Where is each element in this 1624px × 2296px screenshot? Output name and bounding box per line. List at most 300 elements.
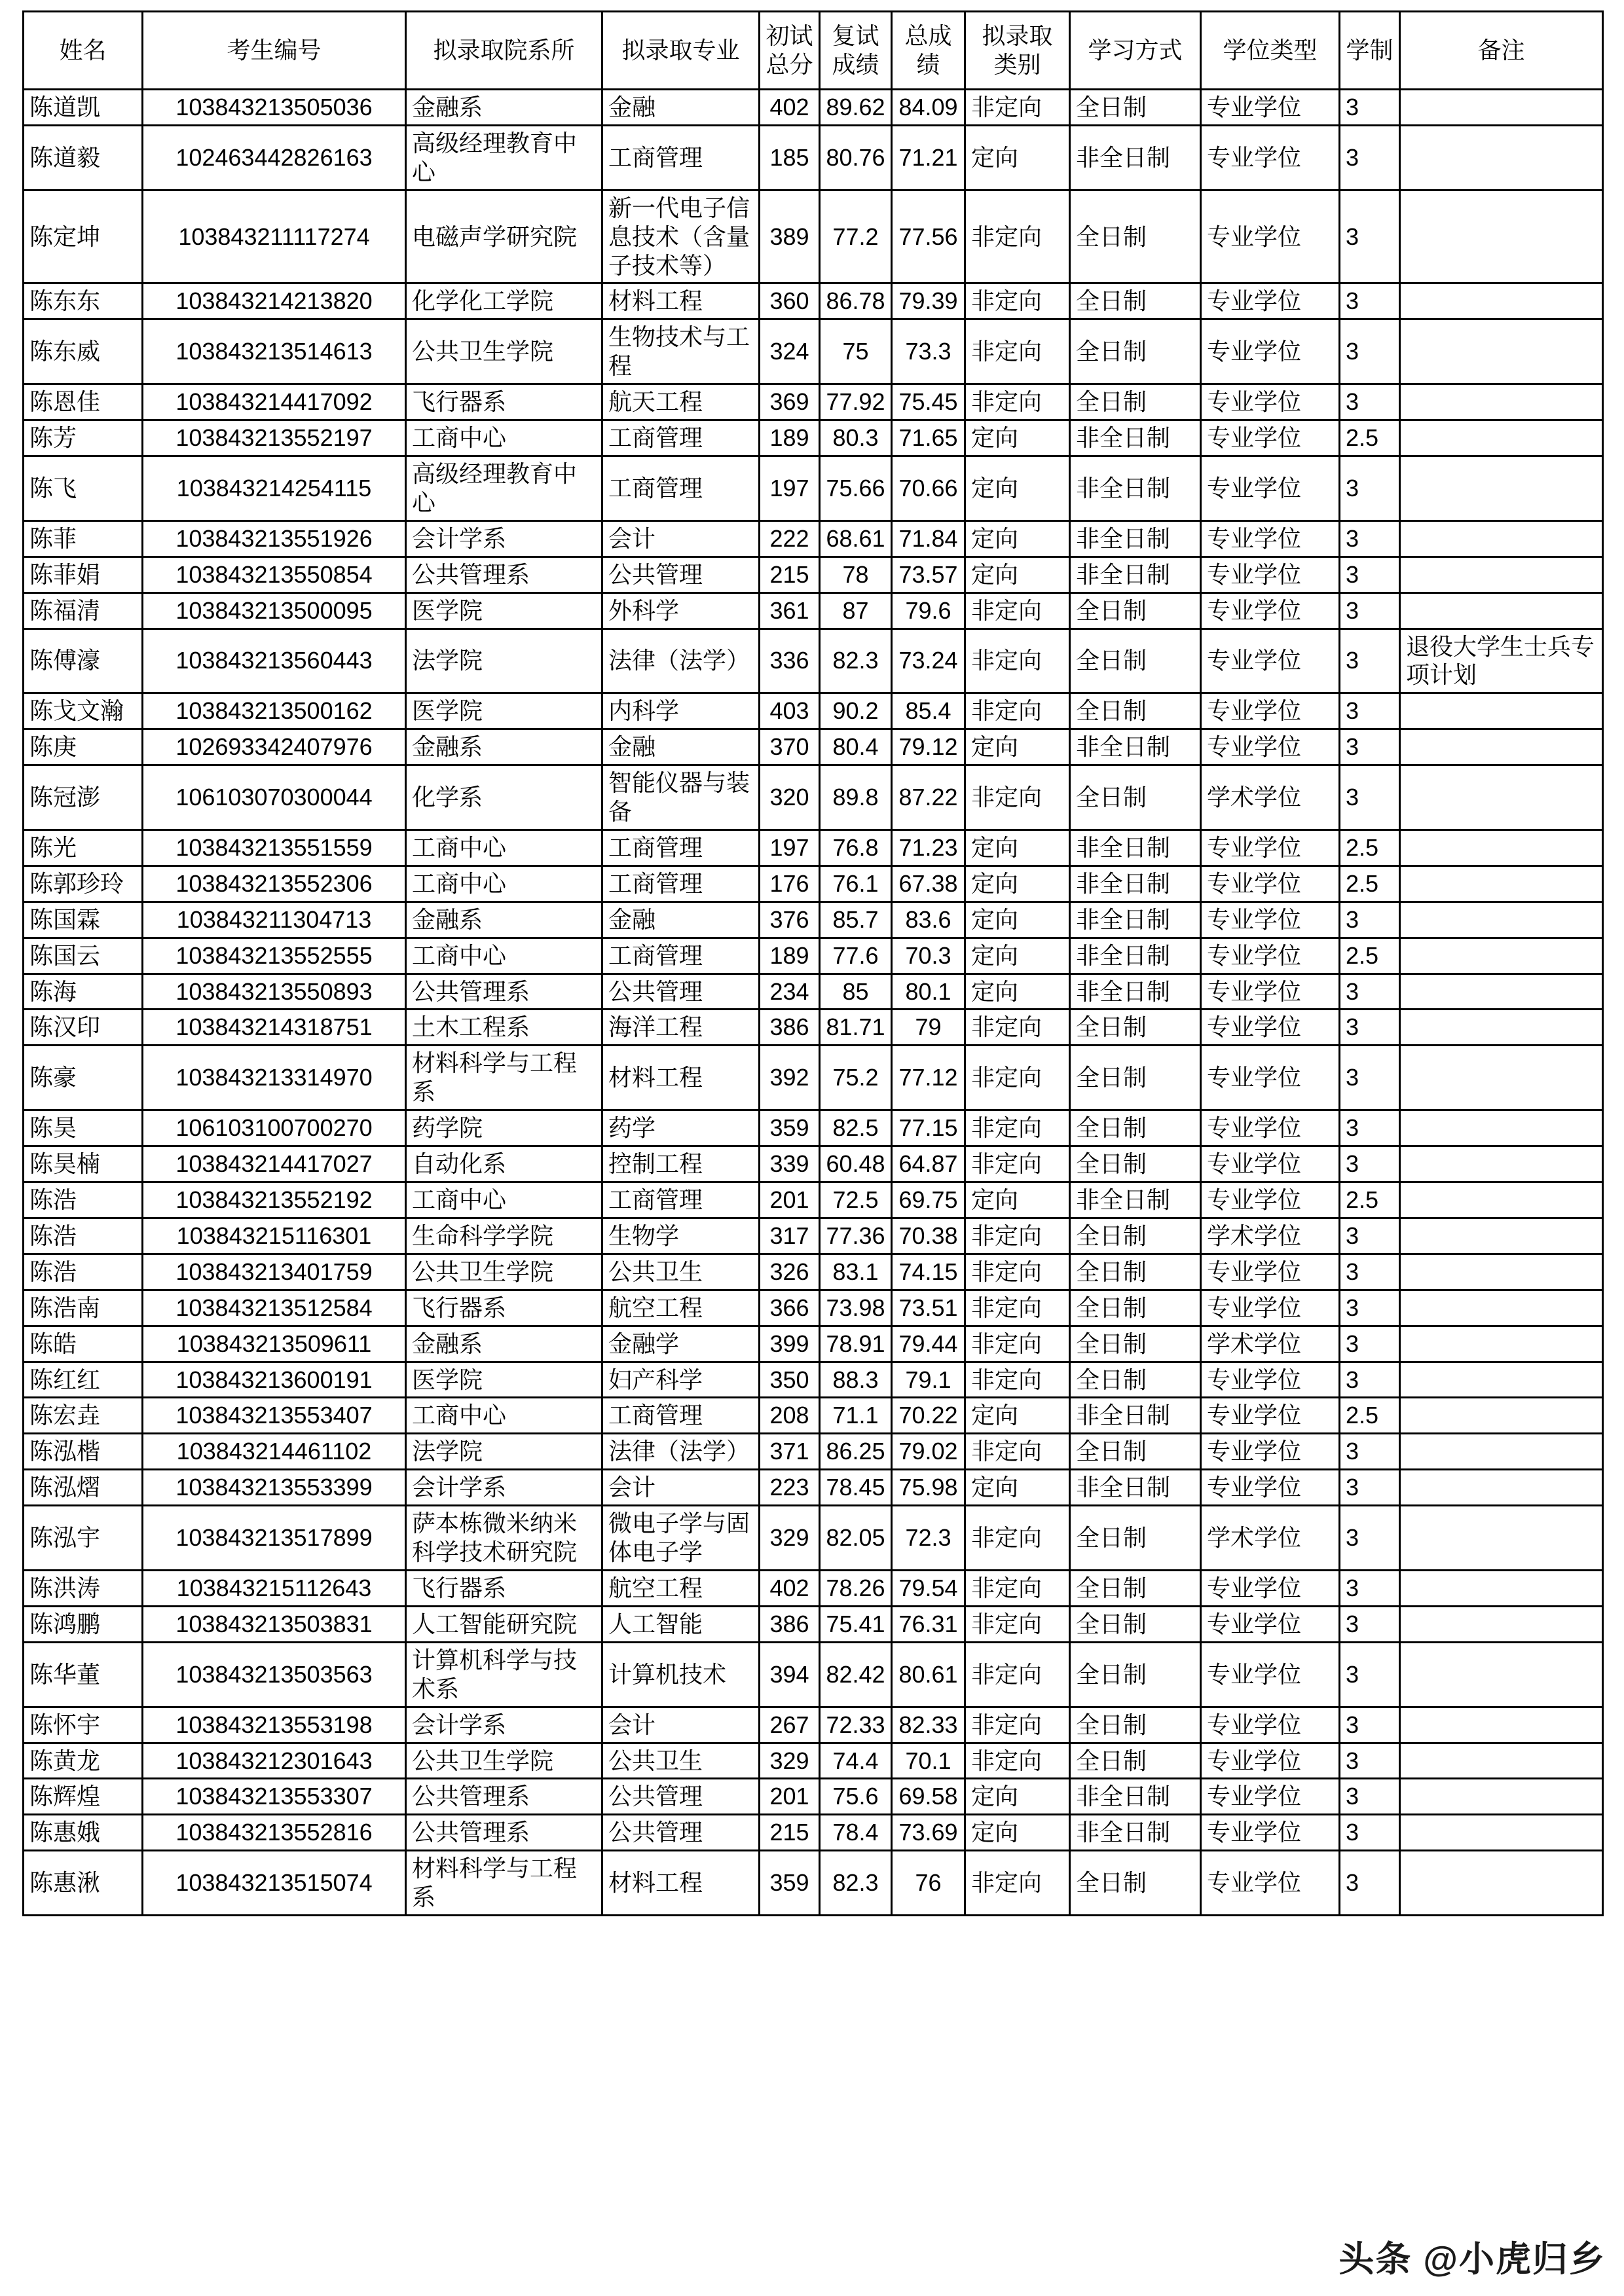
- cell-retest-score: 77.6: [820, 938, 892, 974]
- cell-department: 生命科学学院: [406, 1218, 602, 1254]
- cell-candidate-id: 103843213509611: [143, 1326, 406, 1362]
- cell-name: 陈戈文瀚: [24, 693, 143, 729]
- cell-note: [1400, 456, 1603, 520]
- cell-retest-score: 75.66: [820, 456, 892, 520]
- cell-study-mode: 全日制: [1070, 1362, 1201, 1398]
- cell-department: 飞行器系: [406, 1290, 602, 1326]
- cell-category: 非定向: [965, 1218, 1070, 1254]
- cell-category: 非定向: [965, 1434, 1070, 1470]
- cell-study-mode: 非全日制: [1070, 829, 1201, 866]
- cell-prelim-total: 371: [760, 1434, 820, 1470]
- cell-candidate-id: 103843213551559: [143, 829, 406, 866]
- table-row: [24, 283, 1603, 319]
- cell-department: 会计学系: [406, 520, 602, 556]
- cell-years: 3: [1340, 283, 1400, 319]
- cell-prelim-total: 189: [760, 938, 820, 974]
- cell-name: 陈浩: [24, 1218, 143, 1254]
- cell-retest-score: 78.45: [820, 1470, 892, 1506]
- cell-candidate-id: 103843213600191: [143, 1362, 406, 1398]
- cell-department: 法学院: [406, 629, 602, 693]
- cell-years: 3: [1340, 1506, 1400, 1571]
- cell-total-score: 70.38: [892, 1218, 965, 1254]
- cell-department: 化学系: [406, 765, 602, 830]
- cell-department: 法学院: [406, 1434, 602, 1470]
- cell-study-mode: 全日制: [1070, 1290, 1201, 1326]
- cell-department: 萨本栋微米纳米科学技术研究院: [406, 1506, 602, 1571]
- cell-category: 非定向: [965, 1606, 1070, 1642]
- cell-degree-type: 学术学位: [1201, 1326, 1340, 1362]
- table-row: [24, 902, 1603, 938]
- cell-study-mode: 非全日制: [1070, 938, 1201, 974]
- cell-years: 3: [1340, 1707, 1400, 1743]
- cell-department: 自动化系: [406, 1146, 602, 1182]
- cell-major: 生物技术与工程: [602, 319, 760, 384]
- cell-major: 智能仪器与装备: [602, 765, 760, 830]
- cell-major: 金融: [602, 902, 760, 938]
- cell-study-mode: 非全日制: [1070, 902, 1201, 938]
- cell-name: 陈红红: [24, 1362, 143, 1398]
- cell-category: 定向: [965, 974, 1070, 1010]
- cell-retest-score: 82.05: [820, 1506, 892, 1571]
- table-row: [24, 456, 1603, 520]
- cell-name: 陈定坤: [24, 190, 143, 283]
- cell-major: 会计: [602, 1470, 760, 1506]
- cell-retest-score: 78.91: [820, 1326, 892, 1362]
- cell-major: 会计: [602, 1707, 760, 1743]
- cell-degree-type: 专业学位: [1201, 629, 1340, 693]
- cell-note: [1400, 1046, 1603, 1110]
- cell-study-mode: 全日制: [1070, 1146, 1201, 1182]
- cell-major: 工商管理: [602, 1398, 760, 1434]
- cell-prelim-total: 223: [760, 1470, 820, 1506]
- cell-retest-score: 82.42: [820, 1642, 892, 1707]
- cell-prelim-total: 394: [760, 1642, 820, 1707]
- cell-department: 公共卫生学院: [406, 319, 602, 384]
- cell-retest-score: 75.41: [820, 1606, 892, 1642]
- cell-retest-score: 82.5: [820, 1110, 892, 1146]
- cell-candidate-id: 103843214417027: [143, 1146, 406, 1182]
- cell-category: 定向: [965, 1470, 1070, 1506]
- cell-note: [1400, 938, 1603, 974]
- cell-candidate-id: 103843213553399: [143, 1470, 406, 1506]
- cell-retest-score: 82.3: [820, 1851, 892, 1916]
- cell-study-mode: 非全日制: [1070, 1779, 1201, 1815]
- cell-total-score: 72.3: [892, 1506, 965, 1571]
- cell-candidate-id: 103843213560443: [143, 629, 406, 693]
- cell-prelim-total: 197: [760, 456, 820, 520]
- cell-retest-score: 85.7: [820, 902, 892, 938]
- cell-prelim-total: 324: [760, 319, 820, 384]
- cell-candidate-id: 103843211117274: [143, 190, 406, 283]
- cell-category: 非定向: [965, 1707, 1070, 1743]
- cell-total-score: 87.22: [892, 765, 965, 830]
- cell-prelim-total: 197: [760, 829, 820, 866]
- cell-prelim-total: 376: [760, 902, 820, 938]
- cell-retest-score: 75.6: [820, 1779, 892, 1815]
- cell-total-score: 79.44: [892, 1326, 965, 1362]
- cell-study-mode: 非全日制: [1070, 456, 1201, 520]
- cell-candidate-id: 103843214318751: [143, 1010, 406, 1046]
- cell-name: 陈怀宇: [24, 1707, 143, 1743]
- cell-department: 土木工程系: [406, 1010, 602, 1046]
- cell-note: [1400, 1779, 1603, 1815]
- cell-major: 工商管理: [602, 829, 760, 866]
- cell-degree-type: 专业学位: [1201, 693, 1340, 729]
- cell-note: [1400, 125, 1603, 190]
- cell-category: 定向: [965, 829, 1070, 866]
- cell-retest-score: 88.3: [820, 1362, 892, 1398]
- cell-name: 陈泓熠: [24, 1470, 143, 1506]
- cell-note: [1400, 384, 1603, 420]
- cell-prelim-total: 402: [760, 90, 820, 126]
- cell-study-mode: 全日制: [1070, 1570, 1201, 1606]
- cell-note: [1400, 1362, 1603, 1398]
- cell-years: 3: [1340, 1743, 1400, 1779]
- cell-study-mode: 全日制: [1070, 283, 1201, 319]
- cell-name: 陈华董: [24, 1642, 143, 1707]
- cell-department: 医学院: [406, 693, 602, 729]
- cell-total-score: 79.39: [892, 283, 965, 319]
- cell-department: 公共管理系: [406, 1815, 602, 1851]
- cell-years: 3: [1340, 190, 1400, 283]
- cell-major: 工商管理: [602, 1182, 760, 1218]
- cell-candidate-id: 103843213500162: [143, 693, 406, 729]
- cell-total-score: 82.33: [892, 1707, 965, 1743]
- cell-total-score: 69.58: [892, 1779, 965, 1815]
- cell-note: [1400, 319, 1603, 384]
- cell-years: 3: [1340, 1046, 1400, 1110]
- column-header-retest-score: 复试成绩: [820, 12, 892, 90]
- cell-total-score: 73.51: [892, 1290, 965, 1326]
- table-row: [24, 1182, 1603, 1218]
- cell-years: 3: [1340, 693, 1400, 729]
- cell-study-mode: 全日制: [1070, 1606, 1201, 1642]
- cell-department: 金融系: [406, 902, 602, 938]
- cell-candidate-id: 103843213552555: [143, 938, 406, 974]
- cell-retest-score: 82.3: [820, 629, 892, 693]
- cell-total-score: 79.6: [892, 592, 965, 629]
- cell-study-mode: 非全日制: [1070, 1398, 1201, 1434]
- cell-total-score: 73.24: [892, 629, 965, 693]
- cell-total-score: 73.57: [892, 556, 965, 592]
- cell-retest-score: 89.62: [820, 90, 892, 126]
- cell-study-mode: 全日制: [1070, 1326, 1201, 1362]
- table-row: [24, 556, 1603, 592]
- cell-degree-type: 专业学位: [1201, 1362, 1340, 1398]
- cell-retest-score: 73.98: [820, 1290, 892, 1326]
- cell-category: 定向: [965, 1398, 1070, 1434]
- cell-candidate-id: 102693342407976: [143, 729, 406, 765]
- cell-major: 内科学: [602, 693, 760, 729]
- cell-note: [1400, 1290, 1603, 1326]
- cell-study-mode: 全日制: [1070, 1218, 1201, 1254]
- cell-note: [1400, 190, 1603, 283]
- column-header-name: 姓名: [24, 12, 143, 90]
- cell-major: 材料工程: [602, 1851, 760, 1916]
- cell-total-score: 79.1: [892, 1362, 965, 1398]
- cell-department: 化学化工学院: [406, 283, 602, 319]
- cell-candidate-id: 103843213401759: [143, 1254, 406, 1290]
- cell-years: 3: [1340, 1570, 1400, 1606]
- cell-prelim-total: 201: [760, 1182, 820, 1218]
- cell-name: 陈恩佳: [24, 384, 143, 420]
- cell-retest-score: 89.8: [820, 765, 892, 830]
- cell-candidate-id: 106103070300044: [143, 765, 406, 830]
- cell-name: 陈道凯: [24, 90, 143, 126]
- cell-years: 3: [1340, 1326, 1400, 1362]
- cell-degree-type: 专业学位: [1201, 1851, 1340, 1916]
- cell-study-mode: 非全日制: [1070, 520, 1201, 556]
- cell-major: 航天工程: [602, 384, 760, 420]
- cell-major: 工商管理: [602, 866, 760, 902]
- cell-category: 定向: [965, 456, 1070, 520]
- cell-name: 陈辉煌: [24, 1779, 143, 1815]
- cell-major: 公共卫生: [602, 1254, 760, 1290]
- cell-retest-score: 71.1: [820, 1398, 892, 1434]
- cell-degree-type: 专业学位: [1201, 556, 1340, 592]
- cell-department: 金融系: [406, 90, 602, 126]
- cell-category: 非定向: [965, 319, 1070, 384]
- table-row: [24, 829, 1603, 866]
- cell-major: 材料工程: [602, 283, 760, 319]
- cell-category: 非定向: [965, 1362, 1070, 1398]
- cell-years: 2.5: [1340, 829, 1400, 866]
- cell-study-mode: 全日制: [1070, 1434, 1201, 1470]
- table-header: [24, 12, 1603, 90]
- cell-note: [1400, 1642, 1603, 1707]
- cell-prelim-total: 369: [760, 384, 820, 420]
- cell-degree-type: 专业学位: [1201, 1642, 1340, 1707]
- cell-note: [1400, 1010, 1603, 1046]
- cell-note: [1400, 765, 1603, 830]
- cell-years: 3: [1340, 1851, 1400, 1916]
- cell-category: 非定向: [965, 1146, 1070, 1182]
- cell-retest-score: 77.92: [820, 384, 892, 420]
- cell-degree-type: 专业学位: [1201, 1146, 1340, 1182]
- table-row: [24, 1743, 1603, 1779]
- cell-category: 非定向: [965, 1642, 1070, 1707]
- cell-years: 3: [1340, 1146, 1400, 1182]
- cell-prelim-total: 399: [760, 1326, 820, 1362]
- cell-degree-type: 专业学位: [1201, 1290, 1340, 1326]
- cell-study-mode: 非全日制: [1070, 866, 1201, 902]
- cell-total-score: 70.1: [892, 1743, 965, 1779]
- cell-years: 3: [1340, 729, 1400, 765]
- cell-study-mode: 全日制: [1070, 629, 1201, 693]
- cell-major: 法律（法学）: [602, 629, 760, 693]
- cell-total-score: 74.15: [892, 1254, 965, 1290]
- cell-department: 工商中心: [406, 938, 602, 974]
- cell-candidate-id: 103843213314970: [143, 1046, 406, 1110]
- cell-total-score: 73.3: [892, 319, 965, 384]
- cell-study-mode: 全日制: [1070, 1110, 1201, 1146]
- cell-candidate-id: 103843213517899: [143, 1506, 406, 1571]
- cell-total-score: 69.75: [892, 1182, 965, 1218]
- cell-degree-type: 专业学位: [1201, 456, 1340, 520]
- cell-candidate-id: 106103100700270: [143, 1110, 406, 1146]
- cell-total-score: 80.61: [892, 1642, 965, 1707]
- cell-prelim-total: 370: [760, 729, 820, 765]
- cell-retest-score: 80.3: [820, 420, 892, 456]
- cell-degree-type: 专业学位: [1201, 1046, 1340, 1110]
- cell-department: 材料科学与工程系: [406, 1851, 602, 1916]
- cell-department: 飞行器系: [406, 384, 602, 420]
- cell-candidate-id: 103843213505036: [143, 90, 406, 126]
- cell-degree-type: 专业学位: [1201, 938, 1340, 974]
- cell-category: 定向: [965, 866, 1070, 902]
- cell-total-score: 79.02: [892, 1434, 965, 1470]
- cell-name: 陈东东: [24, 283, 143, 319]
- cell-major: 生物学: [602, 1218, 760, 1254]
- cell-degree-type: 专业学位: [1201, 125, 1340, 190]
- cell-total-score: 70.22: [892, 1398, 965, 1434]
- cell-prelim-total: 350: [760, 1362, 820, 1398]
- cell-category: 定向: [965, 1182, 1070, 1218]
- cell-total-score: 77.56: [892, 190, 965, 283]
- cell-prelim-total: 392: [760, 1046, 820, 1110]
- cell-note: [1400, 1470, 1603, 1506]
- cell-note: [1400, 866, 1603, 902]
- cell-years: 2.5: [1340, 938, 1400, 974]
- cell-retest-score: 76.1: [820, 866, 892, 902]
- table-body: [24, 90, 1603, 1916]
- cell-years: 3: [1340, 1779, 1400, 1815]
- cell-note: [1400, 1815, 1603, 1851]
- table-row: [24, 1434, 1603, 1470]
- admission-table: [22, 10, 1604, 1916]
- cell-candidate-id: 103843213553307: [143, 1779, 406, 1815]
- cell-study-mode: 全日制: [1070, 1743, 1201, 1779]
- cell-years: 2.5: [1340, 1398, 1400, 1434]
- cell-total-score: 71.65: [892, 420, 965, 456]
- cell-years: 3: [1340, 1010, 1400, 1046]
- cell-candidate-id: 103843213552197: [143, 420, 406, 456]
- cell-note: 退役大学生士兵专项计划: [1400, 629, 1603, 693]
- cell-department: 公共管理系: [406, 556, 602, 592]
- cell-major: 会计: [602, 520, 760, 556]
- table-row: [24, 1779, 1603, 1815]
- cell-name: 陈泓宇: [24, 1506, 143, 1571]
- cell-prelim-total: 201: [760, 1779, 820, 1815]
- column-header-years: 学制: [1340, 12, 1400, 90]
- cell-retest-score: 74.4: [820, 1743, 892, 1779]
- cell-major: 微电子学与固体电子学: [602, 1506, 760, 1571]
- cell-note: [1400, 1110, 1603, 1146]
- cell-major: 妇产科学: [602, 1362, 760, 1398]
- column-header-note: 备注: [1400, 12, 1603, 90]
- cell-major: 公共管理: [602, 556, 760, 592]
- cell-candidate-id: 103843213551926: [143, 520, 406, 556]
- table-row: [24, 1851, 1603, 1916]
- table-row: [24, 1326, 1603, 1362]
- cell-major: 工商管理: [602, 456, 760, 520]
- cell-total-score: 79.54: [892, 1570, 965, 1606]
- cell-degree-type: 专业学位: [1201, 974, 1340, 1010]
- cell-study-mode: 全日制: [1070, 765, 1201, 830]
- cell-prelim-total: 339: [760, 1146, 820, 1182]
- cell-note: [1400, 1851, 1603, 1916]
- cell-study-mode: 非全日制: [1070, 974, 1201, 1010]
- cell-category: 定向: [965, 125, 1070, 190]
- cell-department: 工商中心: [406, 866, 602, 902]
- cell-name: 陈傅濠: [24, 629, 143, 693]
- cell-candidate-id: 103843213550893: [143, 974, 406, 1010]
- table-row: [24, 974, 1603, 1010]
- cell-candidate-id: 103843213553407: [143, 1398, 406, 1434]
- header-row: [24, 12, 1603, 90]
- column-header-id: 考生编号: [143, 12, 406, 90]
- column-header-study-mode: 学习方式: [1070, 12, 1201, 90]
- cell-major: 工商管理: [602, 938, 760, 974]
- cell-department: 高级经理教育中心: [406, 456, 602, 520]
- cell-major: 法律（法学）: [602, 1434, 760, 1470]
- table-row: [24, 1254, 1603, 1290]
- cell-total-score: 79: [892, 1010, 965, 1046]
- cell-category: 定向: [965, 556, 1070, 592]
- cell-degree-type: 专业学位: [1201, 1254, 1340, 1290]
- table-row: [24, 1470, 1603, 1506]
- table-row: [24, 765, 1603, 830]
- cell-department: 工商中心: [406, 1182, 602, 1218]
- cell-department: 医学院: [406, 592, 602, 629]
- cell-note: [1400, 283, 1603, 319]
- cell-category: 非定向: [965, 1046, 1070, 1110]
- cell-major: 材料工程: [602, 1046, 760, 1110]
- cell-candidate-id: 103843214213820: [143, 283, 406, 319]
- cell-degree-type: 专业学位: [1201, 319, 1340, 384]
- cell-category: 定向: [965, 902, 1070, 938]
- cell-note: [1400, 1570, 1603, 1606]
- cell-category: 非定向: [965, 592, 1070, 629]
- table-row: [24, 1146, 1603, 1182]
- cell-years: 3: [1340, 1434, 1400, 1470]
- cell-name: 陈惠湫: [24, 1851, 143, 1916]
- cell-department: 会计学系: [406, 1707, 602, 1743]
- cell-degree-type: 专业学位: [1201, 1110, 1340, 1146]
- cell-degree-type: 专业学位: [1201, 420, 1340, 456]
- cell-years: 3: [1340, 319, 1400, 384]
- cell-study-mode: 全日制: [1070, 693, 1201, 729]
- cell-category: 非定向: [965, 90, 1070, 126]
- column-header-total-score: 总成绩: [892, 12, 965, 90]
- cell-category: 非定向: [965, 1506, 1070, 1571]
- column-header-category: 拟录取类别: [965, 12, 1070, 90]
- cell-candidate-id: 103843214254115: [143, 456, 406, 520]
- cell-total-score: 84.09: [892, 90, 965, 126]
- cell-candidate-id: 103843213552816: [143, 1815, 406, 1851]
- cell-department: 工商中心: [406, 420, 602, 456]
- cell-department: 公共卫生学院: [406, 1254, 602, 1290]
- cell-category: 非定向: [965, 1326, 1070, 1362]
- cell-total-score: 76.31: [892, 1606, 965, 1642]
- cell-study-mode: 全日制: [1070, 1254, 1201, 1290]
- column-header-dept: 拟录取院系所: [406, 12, 602, 90]
- cell-degree-type: 专业学位: [1201, 190, 1340, 283]
- cell-years: 3: [1340, 1254, 1400, 1290]
- cell-study-mode: 非全日制: [1070, 1815, 1201, 1851]
- cell-name: 陈道毅: [24, 125, 143, 190]
- cell-retest-score: 76.8: [820, 829, 892, 866]
- cell-note: [1400, 829, 1603, 866]
- table-row: [24, 592, 1603, 629]
- cell-name: 陈浩: [24, 1182, 143, 1218]
- cell-candidate-id: 103843213500095: [143, 592, 406, 629]
- cell-candidate-id: 103843213550854: [143, 556, 406, 592]
- cell-prelim-total: 359: [760, 1851, 820, 1916]
- cell-candidate-id: 103843213552306: [143, 866, 406, 902]
- cell-retest-score: 72.5: [820, 1182, 892, 1218]
- cell-prelim-total: 185: [760, 125, 820, 190]
